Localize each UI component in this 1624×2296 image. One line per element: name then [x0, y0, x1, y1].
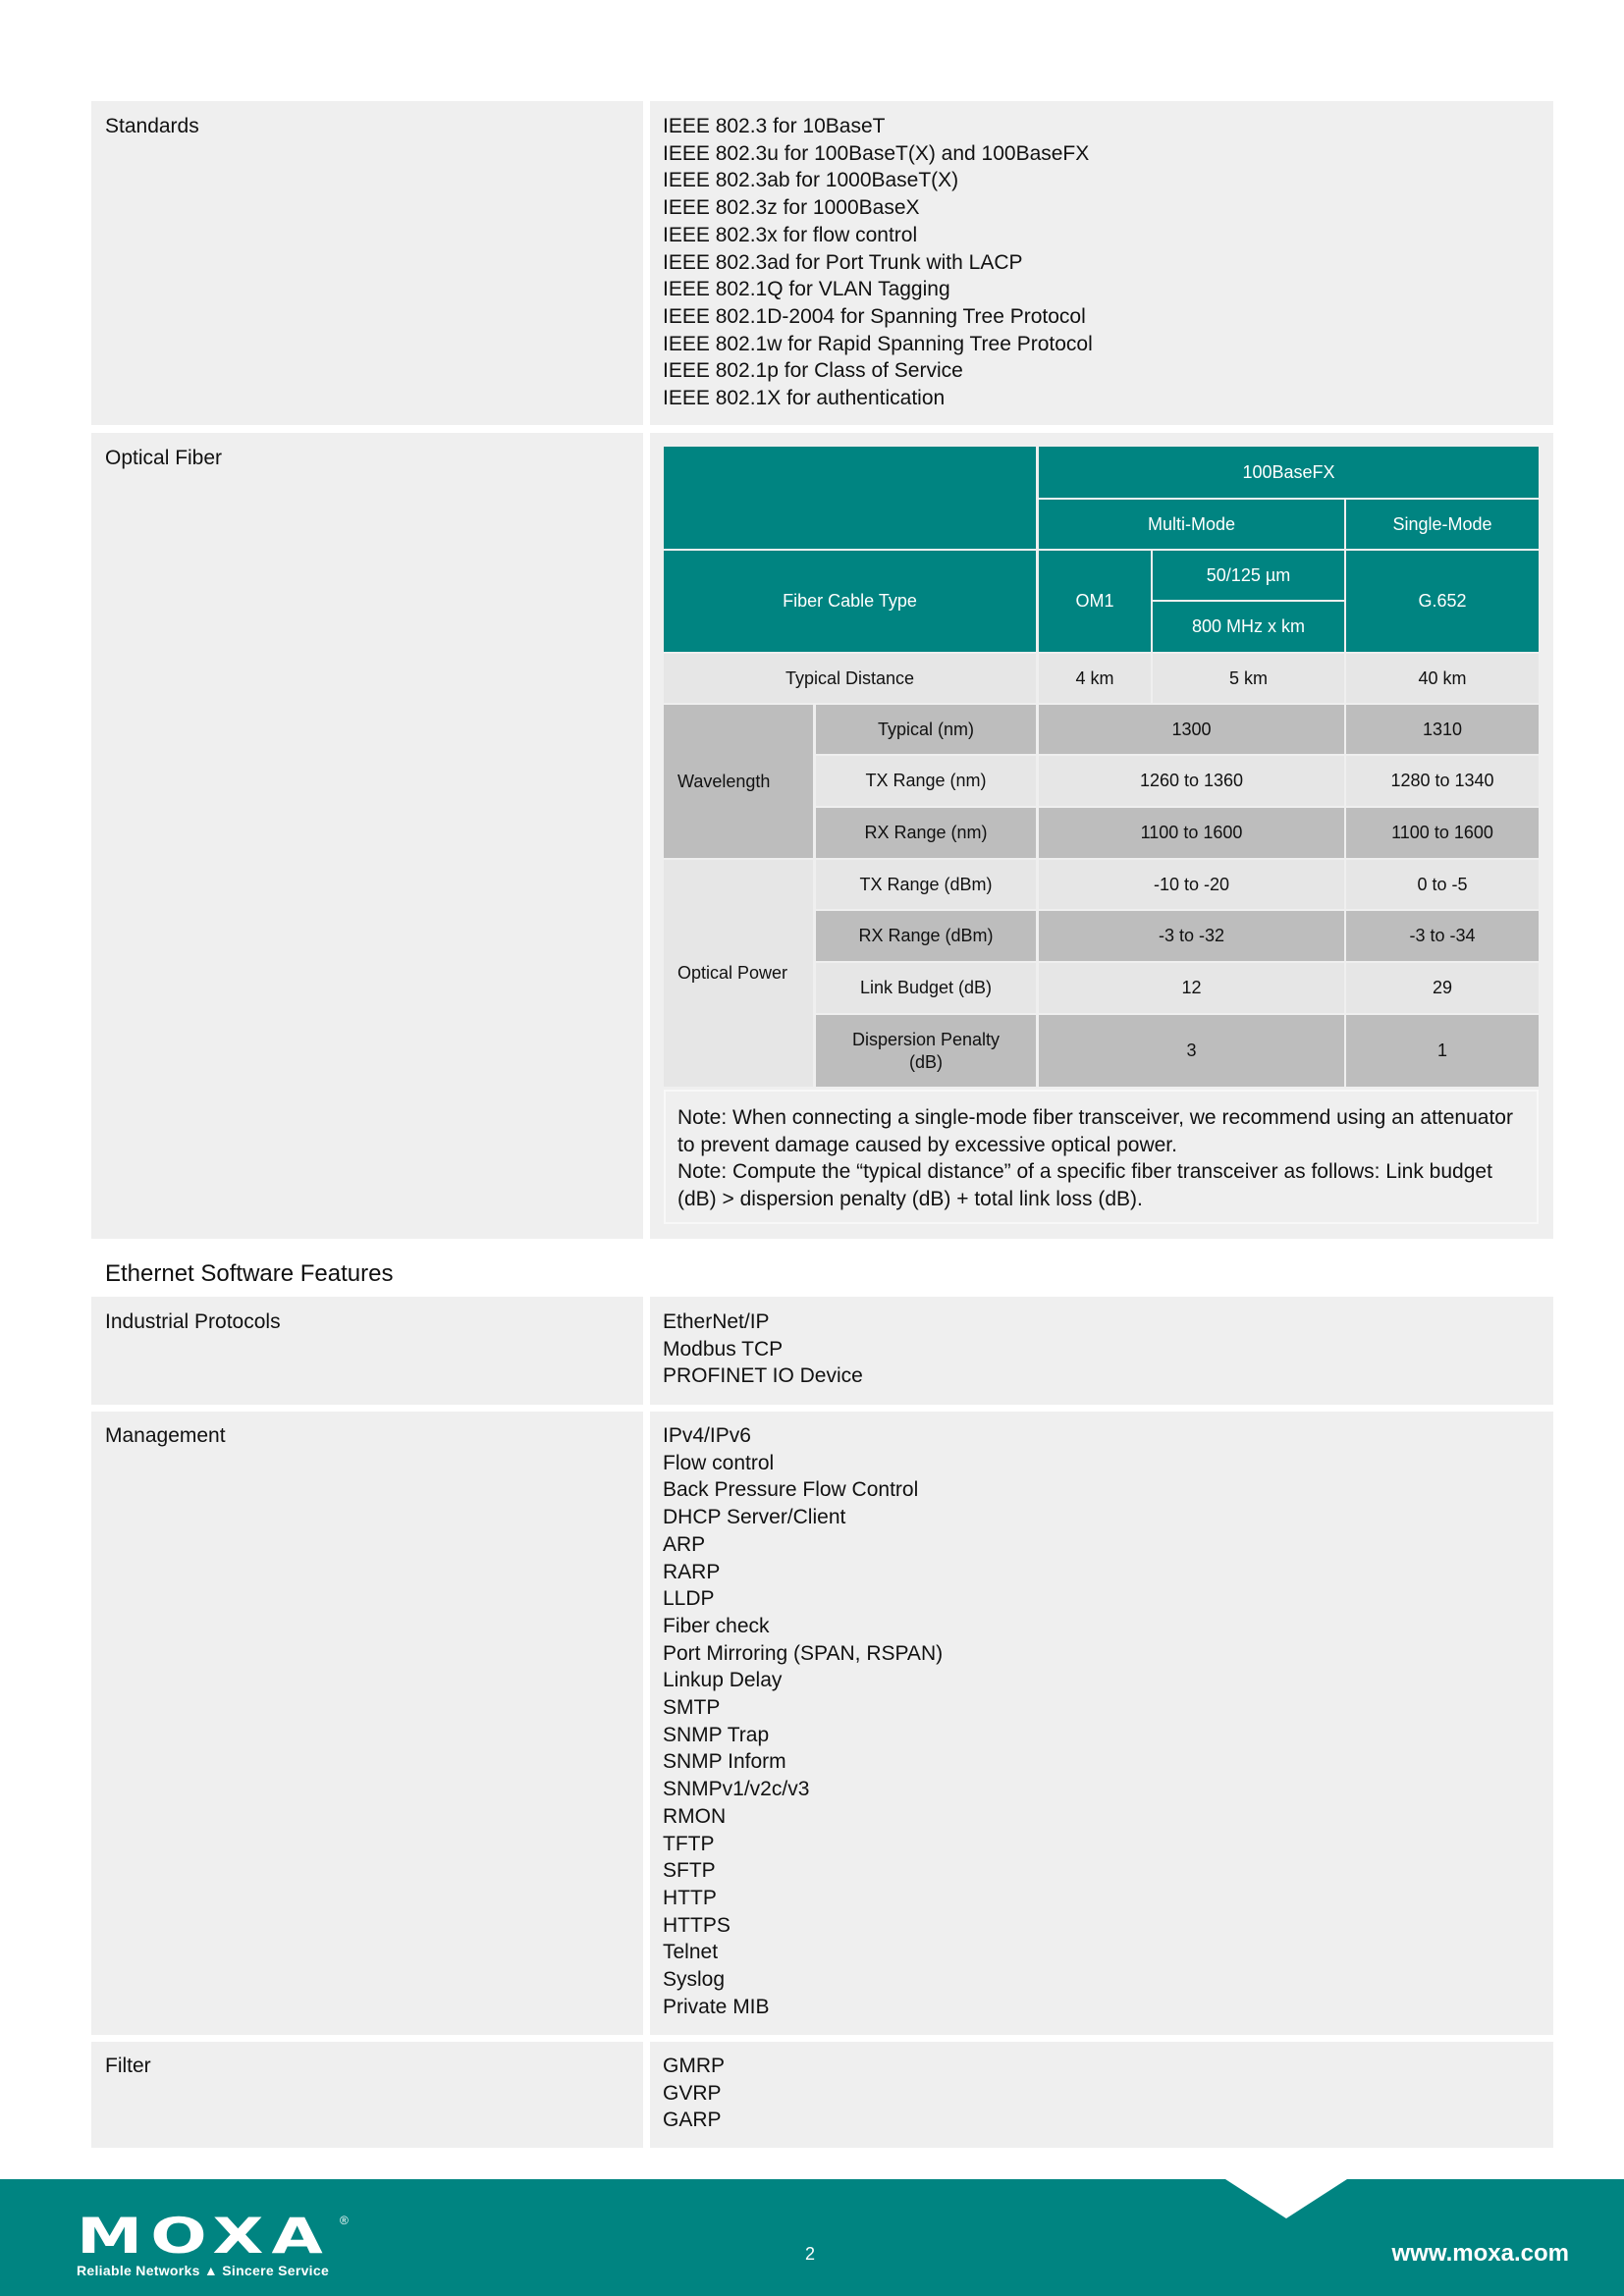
optical-fiber-label-cell [91, 433, 643, 1239]
list-item: IEEE 802.3u for 100BaseT(X) and 100BaseFX [663, 141, 1090, 165]
power-row-label: Dispersion Penalty (dB) [816, 1015, 1036, 1087]
power-row-label: RX Range (dBm) [816, 911, 1036, 961]
wavelength-row-sm: 1310 [1346, 705, 1539, 754]
list-item: HTTPS [663, 1913, 731, 1937]
note-attenuator: Note: When connecting a single-mode fiber transceiver, we recommend using an attenuator to prevent damage caused by excessive optical power. [677, 1106, 1513, 1156]
footer-notch-decoration [1225, 2179, 1347, 2218]
list-item: GVRP [663, 2081, 722, 2105]
typical-distance-single-mode: 40 km [1346, 654, 1539, 703]
wavelength-row-mm: 1260 to 1360 [1039, 756, 1344, 806]
power-row-label: Link Budget (dB) [816, 963, 1036, 1013]
list-item: IEEE 802.3z for 1000BaseX [663, 196, 920, 220]
list-item: HTTP [663, 1886, 717, 1909]
typical-distance-label: Typical Distance [664, 654, 1036, 703]
wavelength-row-sm: 1280 to 1340 [1346, 756, 1539, 806]
list-item: IEEE 802.1Q for VLAN Tagging [663, 278, 950, 301]
list-item: PROFINET IO Device [663, 1364, 863, 1388]
list-item: Flow control [663, 1451, 775, 1474]
power-row-sm: 29 [1346, 963, 1539, 1013]
fiber-om1: OM1 [1039, 551, 1151, 652]
list-item: RARP [663, 1560, 721, 1583]
wavelength-group-label: Wavelength [664, 705, 813, 858]
wavelength-row-label: TX Range (nm) [816, 756, 1036, 806]
table-corner-cell [664, 447, 1036, 549]
list-item: SFTP [663, 1859, 716, 1883]
list-item: Telnet [663, 1941, 719, 1964]
list-item: IEEE 802.1D-2004 for Spanning Tree Protocol [663, 304, 1086, 328]
power-row-sm: 1 [1346, 1015, 1539, 1087]
list-item: GMRP [663, 2055, 725, 2077]
list-item: DHCP Server/Client [663, 1506, 846, 1529]
optical-power-group-label: Optical Power [664, 860, 813, 1087]
list-item: SMTP [663, 1696, 721, 1720]
industrial-protocols-list [663, 1308, 863, 1390]
power-row-mm: -3 to -32 [1039, 911, 1344, 961]
standards-label-cell [91, 101, 643, 425]
list-item: IEEE 802.3 for 10BaseT [663, 115, 886, 137]
list-item: Linkup Delay [663, 1669, 783, 1692]
list-item: Fiber check [663, 1614, 770, 1637]
page-number: 2 [805, 2244, 816, 2264]
standards-list [663, 113, 1093, 412]
power-row-sm: -3 to -34 [1346, 911, 1539, 961]
wavelength-row-label: RX Range (nm) [816, 808, 1036, 858]
list-item: GARP [663, 2109, 722, 2132]
wavelength-row-label: Typical (nm) [816, 705, 1036, 754]
list-item: SNMP Inform [663, 1750, 786, 1774]
list-item: SNMP Trap [663, 1723, 770, 1746]
power-row-mm: -10 to -20 [1039, 860, 1344, 909]
list-item: EtherNet/IP [663, 1310, 770, 1333]
fiber-core-size: 50/125 µm [1153, 551, 1344, 600]
list-item: RMON [663, 1804, 727, 1828]
wavelength-row-mm: 1300 [1039, 705, 1344, 754]
list-item: IEEE 802.3ab for 1000BaseT(X) [663, 169, 959, 192]
section-title-ethernet-software-features: Ethernet Software Features [105, 1260, 394, 1287]
logo-wordmark: MOXA [77, 2208, 331, 2265]
registered-mark-icon: ® [340, 2214, 349, 2227]
header-multi-mode: Multi-Mode [1039, 500, 1344, 549]
typical-distance-om1: 4 km [1039, 654, 1151, 703]
list-item: LLDP [663, 1587, 715, 1611]
industrial-protocols-label: Industrial Protocols [105, 1310, 281, 1333]
management-label: Management [105, 1424, 226, 1447]
power-row-label: TX Range (dBm) [816, 860, 1036, 909]
standards-label: Standards [105, 115, 199, 137]
list-item: ARP [663, 1532, 706, 1556]
note-typical-distance: Note: Compute the “typical distance” of a specific fiber transceiver as follows: Link budget (dB) > dispersion penalty (dB) + total link loss (dB). [677, 1160, 1492, 1210]
filter-list [663, 2053, 725, 2134]
list-item: SNMPv1/v2c/v3 [663, 1778, 810, 1801]
website-link[interactable]: www.moxa.com [1391, 2240, 1569, 2267]
power-row-mm: 3 [1039, 1015, 1344, 1087]
list-item: Private MIB [663, 1995, 770, 2018]
typical-distance-50-125: 5 km [1153, 654, 1344, 703]
optical-fiber-label: Optical Fiber [105, 447, 223, 469]
header-100basefx: 100BaseFX [1039, 447, 1539, 498]
list-item: Back Pressure Flow Control [663, 1478, 919, 1502]
management-list [663, 1422, 943, 2020]
logo-tagline: Reliable Networks ▲ Sincere Service [77, 2263, 330, 2278]
fiber-cable-type-label: Fiber Cable Type [664, 551, 1036, 652]
fiber-g652: G.652 [1346, 551, 1539, 652]
moxa-logo [77, 2208, 349, 2278]
list-item: Port Mirroring (SPAN, RSPAN) [663, 1641, 944, 1665]
list-item: IEEE 802.1X for authentication [663, 387, 946, 410]
list-item: IEEE 802.3ad for Port Trunk with LACP [663, 250, 1023, 274]
wavelength-row-sm: 1100 to 1600 [1346, 808, 1539, 858]
list-item: Syslog [663, 1968, 726, 1992]
power-row-mm: 12 [1039, 963, 1344, 1013]
filter-label: Filter [105, 2055, 151, 2077]
wavelength-row-mm: 1100 to 1600 [1039, 808, 1344, 858]
list-item: TFTP [663, 1832, 715, 1855]
filter-value-cell [650, 2042, 1553, 2148]
header-single-mode: Single-Mode [1346, 500, 1539, 549]
power-row-sm: 0 to -5 [1346, 860, 1539, 909]
list-item: IEEE 802.1p for Class of Service [663, 359, 963, 383]
list-item: Modbus TCP [663, 1337, 784, 1361]
filter-label-cell [91, 2042, 643, 2148]
list-item: IPv4/IPv6 [663, 1424, 751, 1447]
management-label-cell [91, 1412, 643, 2035]
fiber-bandwidth: 800 MHz x km [1153, 602, 1344, 652]
list-item: IEEE 802.1w for Rapid Spanning Tree Protocol [663, 332, 1093, 355]
list-item: IEEE 802.3x for flow control [663, 223, 918, 246]
optical-fiber-notes [664, 1090, 1539, 1224]
